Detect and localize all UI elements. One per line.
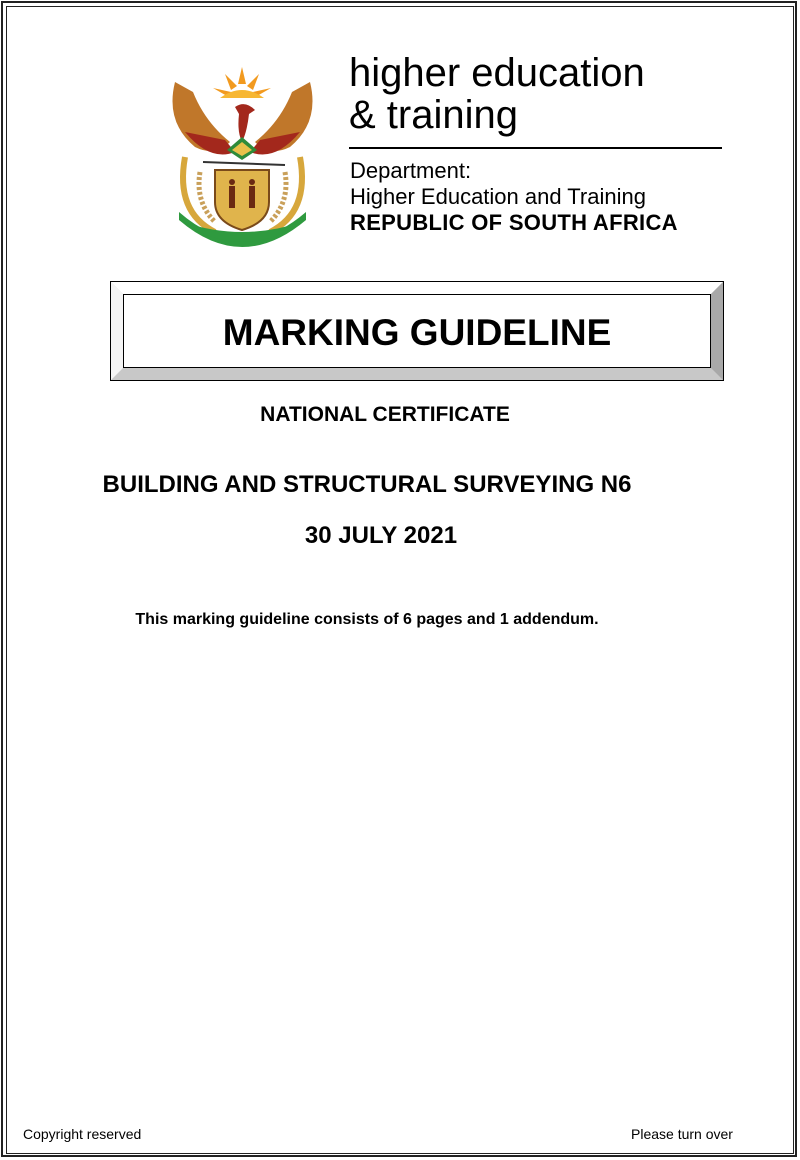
footer-turn-over: Please turn over — [631, 1126, 733, 1142]
pages-note: This marking guideline consists of 6 pages and 1 addendum. — [135, 611, 599, 628]
country-name: REPUBLIC OF SOUTH AFRICA — [350, 210, 678, 235]
title-box — [110, 281, 724, 381]
brand-wordmark — [349, 51, 645, 137]
brand-line-2: & training — [349, 93, 518, 137]
certificate-heading: NATIONAL CERTIFICATE — [260, 403, 510, 426]
subject-heading: BUILDING AND STRUCTURAL SURVEYING N6 — [102, 471, 632, 498]
brand-divider — [349, 147, 722, 149]
footer-copyright: Copyright reserved — [23, 1126, 142, 1142]
document-title: MARKING GUIDELINE — [222, 312, 612, 353]
department-label: Department: — [350, 158, 472, 183]
exam-date: 30 JULY 2021 — [304, 522, 458, 549]
brand-line-1: higher education — [349, 51, 645, 95]
department-block — [350, 158, 678, 236]
department-name: Higher Education and Training — [350, 184, 646, 209]
coat-of-arms-logo — [165, 62, 320, 247]
